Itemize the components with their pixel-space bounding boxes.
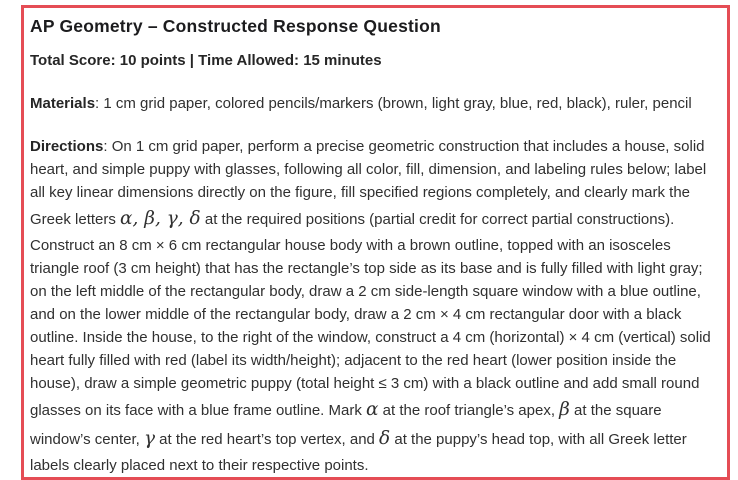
materials-line xyxy=(30,92,723,115)
meta-divider: | xyxy=(189,52,194,69)
directions-paragraph xyxy=(30,135,723,477)
directions-intro: : On 1 cm grid paper, perform a precise geometric construction that includes a house, solid heart, and simple puppy with glasses, following all color, fill, dimension, and labeling rules below; label all key linear dimensions directly on the figure, fill specified regions completely, and clearly mark the Greek letters xyxy=(30,138,707,228)
time-allowed-label: Time Allowed: xyxy=(198,52,300,69)
directions-after-alpha: at the roof triangle’s apex, xyxy=(378,401,560,419)
greek-letters-math: α, β, γ, δ xyxy=(120,208,201,229)
materials-text: : 1 cm grid paper, colored pencils/markers (brown, light gray, blue, red, black), ruler, pencil xyxy=(95,95,692,112)
directions-label: Directions xyxy=(30,138,104,155)
beta-symbol: β xyxy=(559,398,570,420)
alpha-symbol: α xyxy=(366,398,379,420)
directions-body: at the required positions (partial credit for correct partial constructions). Construct an 8 cm × 6 cm rectangular house body with a brown outline, topped with an isosceles triangle roof (3 cm height) that has the rectangle’s top side as its base and is fully filled with light gray; on the left middle of the rectangular body, draw a 2 cm side-length square window with a blue outline, and on the lower middle of the rectangular body, draw a 2 cm × 4 cm rectangular door with a black outline. Inside the house, to the right of the window, construct a 4 cm (horizontal) × 4 cm (vertical) solid heart fully filled with red (label its width/height); adjacent to the red heart (lower position inside the house), draw a simple geometric puppy (total height ≤ 3 cm) with a black outline and add small round glasses on its face with a blue frame outline. Mark xyxy=(30,211,711,419)
gamma-symbol: γ xyxy=(143,428,156,450)
total-score-value: 10 points xyxy=(119,52,186,69)
score-time-line xyxy=(30,49,723,72)
page-title: AP Geometry – Constructed Response Question xyxy=(30,16,441,36)
directions-after-delta: at the puppy’s head top, with all Greek letter labels clearly placed next to their respective points. xyxy=(30,431,687,474)
total-score-label: Total Score: xyxy=(30,52,116,69)
question-card xyxy=(21,5,730,480)
directions-after-beta: at the square window’s center, xyxy=(30,401,662,449)
directions-after-gamma: at the red heart’s top vertex, and xyxy=(155,431,380,449)
delta-symbol: δ xyxy=(379,428,391,450)
materials-label: Materials xyxy=(30,95,96,112)
time-allowed-value: 15 minutes xyxy=(303,52,382,69)
